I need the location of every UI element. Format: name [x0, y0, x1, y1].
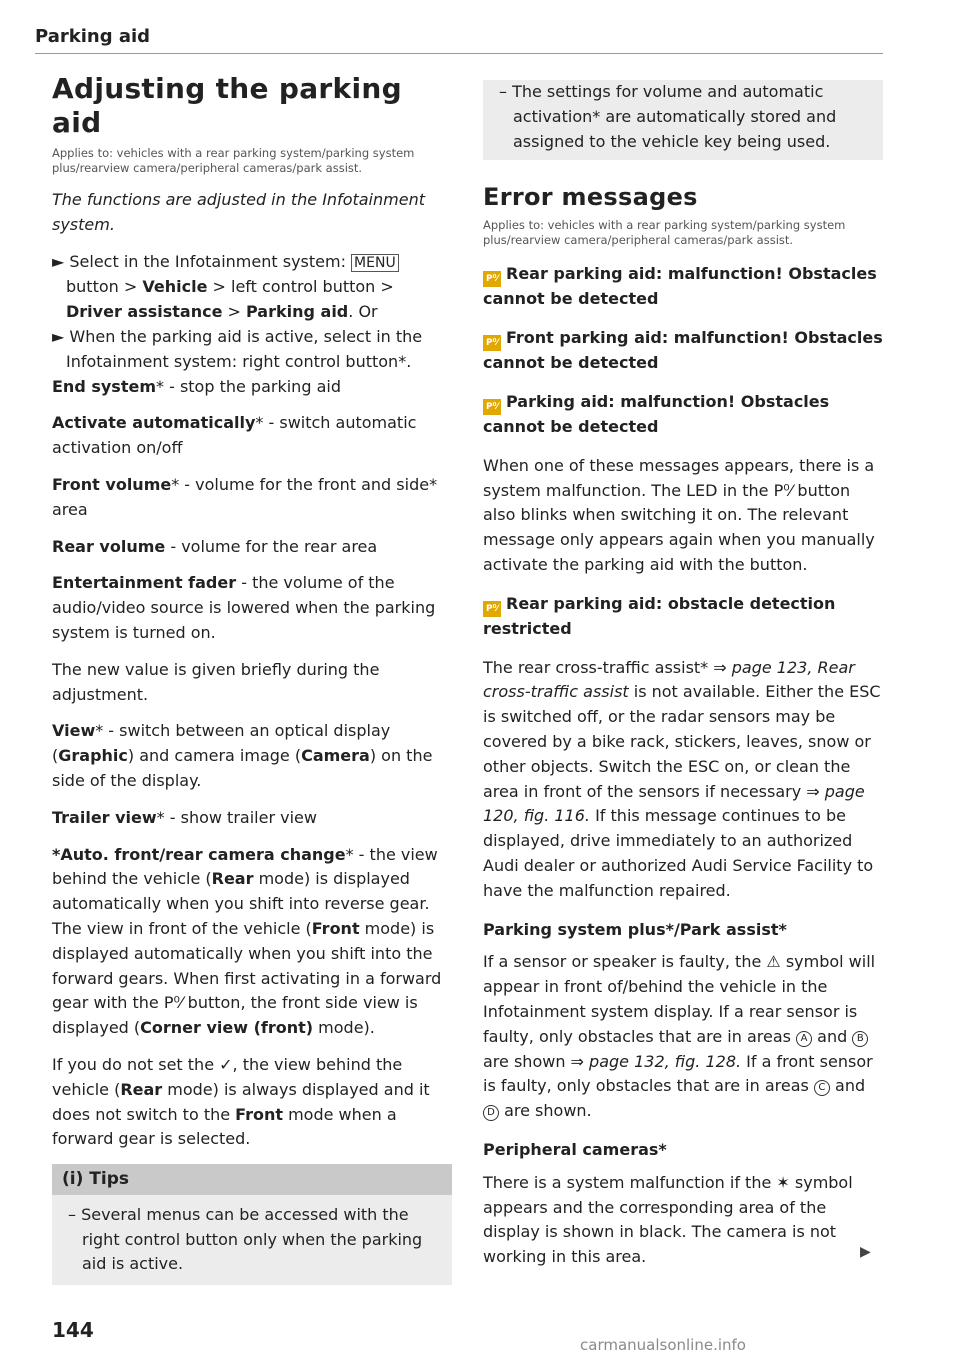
area-a-icon: A — [796, 1031, 812, 1047]
error-message-3: P⁰⁄ Parking aid: malfunction! Obstacles cannot be detected — [483, 391, 830, 436]
info-icon: (i) — [62, 1169, 84, 1190]
item-view: View* - switch between an optical display (Graphic) and camera image (Camera) on the side of the display. — [52, 721, 433, 790]
cross-traffic-paragraph: The rear cross-traffic assist* ⇒ page 123, Rear cross-traffic assist is not available. Either the ESC is switched off, or the radar sensors may be covered by a bike rack, stickers, leaves, snow or other objects. Switch the ESC on, or clean the area in front of the sensors if necessary ⇒ page 120, fig. 116. If this message continues to be displayed, drive immediately to an authorized Audi dealer or authorized Audi Service Facility to have the malfunction repaired. — [483, 657, 881, 900]
parking-aid-icon: P⁰⁄ — [483, 601, 501, 617]
parking-aid-icon: P⁰⁄ — [483, 399, 501, 415]
step-1: ► Select in the Infotainment system: MENU button > Vehicle > left control button > Driver assistance > Parking aid. Or — [52, 250, 452, 325]
watermark: carmanualsonline.info — [580, 1336, 746, 1354]
area-d-icon: D — [483, 1105, 499, 1121]
malfunction-paragraph: When one of these messages appears, there is a system malfunction. The LED in the P⁰⁄ button also blinks when switching it on. The relevant message only appears again when you manually activate the parking aid with the button. — [483, 455, 875, 574]
peripheral-cameras-heading: Peripheral cameras* — [483, 1139, 667, 1159]
tips-body — [52, 1195, 452, 1285]
if-not-set-note: If you do not set the ✓, the view behind the vehicle (Rear mode) is always displayed and it does not switch to the Front mode when a forward gear is selected. — [52, 1054, 430, 1149]
page-ref-120[interactable]: ⇒ page 120, fig. 116. — [483, 781, 865, 826]
left-column — [52, 68, 452, 1285]
area-b-icon: B — [852, 1031, 868, 1047]
error-messages-title: Error messages — [483, 183, 698, 212]
parking-system-plus-heading: Parking system plus*/Park assist* — [483, 919, 787, 939]
menu-key: MENU — [351, 254, 399, 272]
item-end-system: End system* - stop the parking aid — [52, 376, 341, 396]
parking-aid-icon: P⁰⁄ — [483, 335, 501, 351]
tip-item: – Several menus can be accessed with the right control button only when the parking aid is active. — [68, 1204, 423, 1274]
intro-text: The functions are adjusted in the Infotainment system. — [52, 190, 425, 234]
page-ref-123[interactable]: ⇒ page 123, Rear cross-traffic assist — [483, 657, 855, 702]
section-title: Adjusting the parking aid — [52, 72, 402, 139]
error-message-4: P⁰⁄ Rear parking aid: obstacle detection restricted — [483, 593, 836, 638]
page-number: 144 — [52, 1318, 94, 1342]
parking-aid-icon: P⁰⁄ — [483, 271, 501, 287]
sensor-fault-paragraph: If a sensor or speaker is faulty, the ⚠ symbol will appear in front of/behind the vehicle in the Infotainment system display. If a rear sensor is faulty, only obstacles that are in areas A and B are shown ⇒ page 132, fig. 128. If a front sensor is faulty, only obstacles that are in areas C and D are shown. — [483, 952, 876, 1121]
applies-to: Applies to: vehicles with a rear parking system/parking system plus/rearview camera/peripheral cameras/park assist. — [52, 146, 415, 175]
applies-to-errors: Applies to: vehicles with a rear parking system/parking system plus/rearview camera/peripheral cameras/park assist. — [483, 218, 846, 248]
item-fader: Entertainment fader - the volume of the audio/video source is lowered when the parking system is turned on. — [52, 573, 436, 642]
item-auto-camera-change: *Auto. front/rear camera change* - the view behind the vehicle (Rear mode) is displayed automatically when you shift into reverse gear. The view in front of the vehicle (Front mode) is displayed automatically when you shift into the forward gears. When first activating in a forward gear with the P⁰⁄ button, the front side view is displayed (Corner view (front) mode). — [52, 844, 442, 1038]
item-activate-auto: Activate automatically* - switch automatic activation on/off — [52, 413, 417, 458]
camera-malfunction-paragraph: There is a system malfunction if the ✶ symbol appears and the corresponding area of the display is shown in black. The camera is not working in this area. — [483, 1172, 853, 1267]
item-trailer-view: Trailer view* - show trailer view — [52, 807, 317, 827]
error-message-2: P⁰⁄ Front parking aid: malfunction! Obstacles cannot be detected — [483, 328, 883, 373]
error-message-1: P⁰⁄ Rear parking aid: malfunction! Obstacles cannot be detected — [483, 264, 877, 309]
settings-note: – The settings for volume and automatic activation* are automatically stored and assigned to the vehicle key being used. — [499, 82, 837, 151]
right-column — [483, 80, 883, 1282]
new-value-note: The new value is given briefly during the adjustment. — [52, 659, 380, 704]
item-rear-volume: Rear volume - volume for the rear area — [52, 536, 378, 556]
tips-header: (i) Tips — [52, 1164, 452, 1195]
area-c-icon: C — [814, 1080, 830, 1096]
running-header: Parking aid — [35, 26, 883, 54]
continue-arrow-icon: ▶ — [860, 1244, 871, 1260]
item-front-volume: Front volume* - volume for the front and side* area — [52, 474, 438, 519]
page-ref-132[interactable]: ⇒ page 132, fig. 128. — [570, 1051, 742, 1071]
step-2: ► When the parking aid is active, select in the Infotainment system: right control button*. — [52, 326, 423, 371]
settings-note-box — [483, 80, 883, 160]
